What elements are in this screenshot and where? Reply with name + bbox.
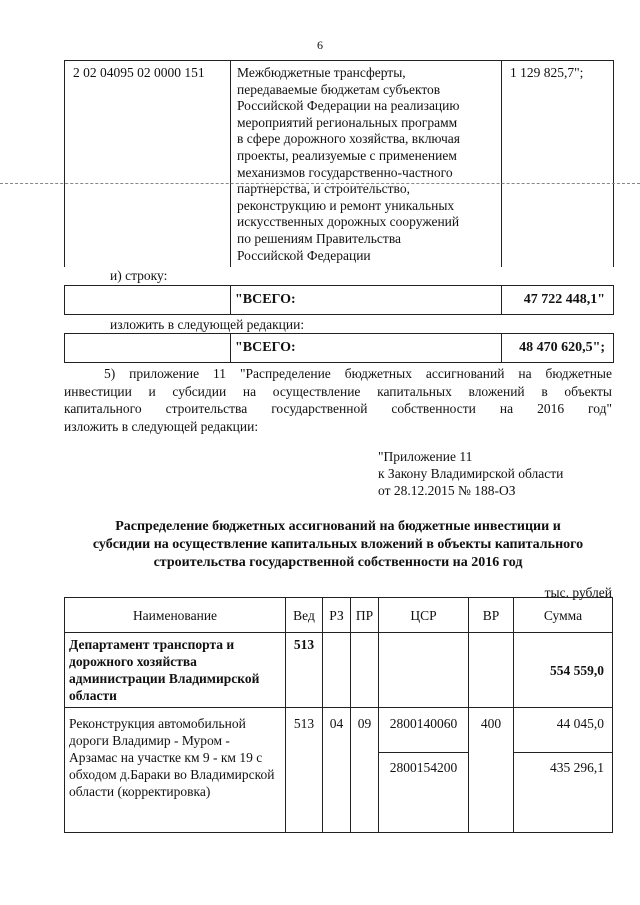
total-amount-old: 47 722 448,1" — [523, 292, 605, 307]
department-name: Департамент транспорта и дорожного хозяйства администрации Владимирской области — [65, 633, 286, 708]
desc-line: в сфере дорожного хозяйства, включая — [237, 131, 460, 147]
label-izlozhit: изложить в следующей редакции: — [110, 317, 305, 332]
project-vr: 400 — [469, 708, 514, 833]
desc-line: реконструкцию и ремонт уникальных — [237, 197, 455, 213]
desc-line: Российской Федерации на реализацию — [237, 98, 460, 114]
fold-line — [0, 183, 640, 184]
appendix-law: к Закону Владимирской области — [378, 466, 564, 481]
project-sum-1: 44 045,0 — [514, 708, 613, 753]
table-row — [65, 633, 613, 708]
header-sum: Сумма — [514, 598, 613, 633]
paragraph-line: инвестиции и субсидии на осуществление капитальных вложений в объекты — [64, 383, 612, 399]
header-ved: Вед — [286, 598, 323, 633]
department-ved: 513 — [286, 633, 323, 708]
desc-line: мероприятий региональных программ — [237, 114, 458, 130]
appendix-reference — [378, 448, 563, 499]
desc-line: Межбюджетные трансферты, — [237, 65, 406, 80]
header-vr: ВР — [469, 598, 514, 633]
code-cell — [65, 61, 231, 267]
empty-cell — [65, 286, 231, 314]
header-csr: ЦСР — [379, 598, 469, 633]
top-table — [64, 60, 614, 267]
amount-cell — [502, 61, 612, 267]
table-row — [65, 708, 613, 753]
desc-line: передаваемые бюджетам субъектов — [237, 81, 441, 97]
empty-cell — [469, 633, 514, 708]
header-pr: ПР — [351, 598, 379, 633]
empty-cell — [65, 334, 231, 362]
total-label: "ВСЕГО: — [235, 292, 296, 307]
transfer-description — [237, 65, 499, 264]
paragraph-line: 5) приложение 11 "Распределение бюджетных ассигнований на бюджетные — [104, 366, 612, 381]
amendment-paragraph — [64, 365, 612, 435]
desc-line: по решениям Правительства — [237, 230, 402, 246]
budget-code: 2 02 04095 02 0000 151 — [73, 65, 205, 80]
header-name: Наименование — [65, 598, 286, 633]
appendix-title: "Приложение 11 — [378, 449, 473, 464]
project-name: Реконструкция автомобильной дороги Владимир - Муром - Арзамас на участке км 9 - км 19 с обходом д.Бараки во Владимирской области (корректировка) — [65, 708, 286, 833]
appendix-date: от 28.12.2015 № 188-ОЗ — [378, 483, 516, 498]
project-csr-1: 2800140060 — [379, 708, 469, 753]
paragraph-line: изложить в следующей редакции: — [64, 418, 259, 434]
transfer-amount: 1 129 825,7"; — [510, 65, 584, 80]
header-rz: РЗ — [323, 598, 351, 633]
project-rz: 04 — [323, 708, 351, 833]
total-row-new — [64, 333, 614, 363]
page-number: 6 — [317, 38, 323, 52]
total-label-cell — [231, 334, 502, 362]
label-stroku: и) строку: — [110, 268, 168, 283]
department-sum: 554 559,0 — [514, 633, 613, 708]
project-csr-2: 2800154200 — [379, 753, 469, 833]
heading-line: Распределение бюджетных ассигнований на бюджетные инвестиции и — [115, 519, 561, 534]
table-header-row — [65, 598, 613, 633]
heading-line: строительства государственной собственности на 2016 год — [153, 555, 523, 570]
empty-cell — [351, 633, 379, 708]
heading-line: субсидии на осуществление капитальных вложений в объекты капитального — [92, 537, 584, 552]
section-heading — [64, 518, 612, 572]
desc-line: Российской Федерации — [237, 247, 371, 263]
project-ved: 513 — [286, 708, 323, 833]
total-row-old — [64, 285, 614, 315]
project-pr: 09 — [351, 708, 379, 833]
paragraph-line: капитального строительства государственной собственности на 2016 год" — [64, 401, 612, 416]
project-sum-2: 435 296,1 — [514, 753, 613, 833]
description-cell — [231, 61, 502, 267]
total-label-cell — [231, 286, 502, 314]
total-amount-new: 48 470 620,5"; — [519, 340, 605, 355]
allocation-table — [64, 597, 613, 833]
units-label: тыс. рублей — [544, 585, 612, 600]
desc-line: партнерства, и строительство, — [237, 181, 410, 197]
empty-cell — [323, 633, 351, 708]
desc-line: проекты, реализуемые с применением — [237, 147, 457, 163]
empty-cell — [379, 633, 469, 708]
total-label: "ВСЕГО: — [235, 340, 296, 355]
desc-line: искусственных дорожных сооружений — [237, 214, 460, 230]
desc-line: механизмов государственно-частного — [237, 164, 453, 180]
